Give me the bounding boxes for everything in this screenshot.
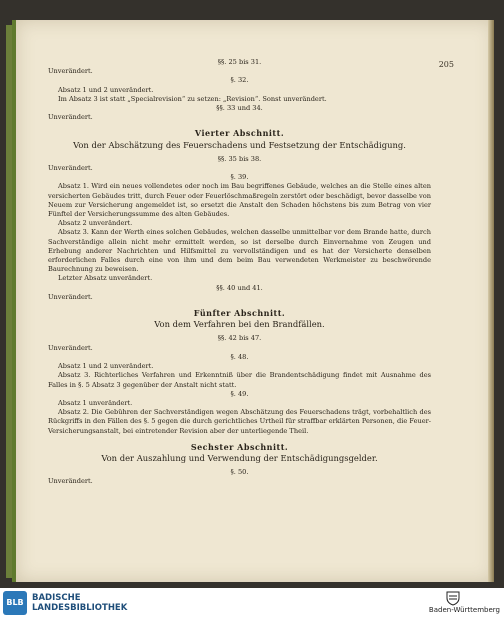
text-line: Unverändert.	[48, 113, 93, 122]
text-line: Von dem Verfahren bei den Brandfällen.	[154, 319, 325, 330]
footer-bar	[0, 588, 504, 618]
text-line: §§. 40 und 41.	[216, 283, 263, 292]
text-line: Unverändert.	[48, 343, 93, 352]
text-line: §§. 35 bis 38.	[217, 154, 262, 163]
coat-of-arms-icon	[446, 590, 460, 606]
text-line: Absatz 3. Richterliches Verfahren und Erkenntniß über die Brandentschädigung findet mit Ausnahme des Falles in §. 5 Absatz 3 gegenüber der Anstalt nicht statt.	[48, 371, 431, 389]
text-line: Absatz 1. Wird ein neues vollendetes oder noch im Bau begriffenes Gebäude, welches an die Stelle eines alten versicherten Gebäudes tritt, durch Feuer oder Feuerlöschmaßregeln zerstört oder beschädigt, bevor dasselbe von Neuem zur Versicherung angemeldet ist, so ersetzt die Anstalt den Schaden höchstens bis zum Betrag von vier Fünftel der Versicherungssumme des alten Gebäudes.	[48, 182, 431, 219]
text-line: Absatz 1 und 2 unverändert.	[58, 85, 154, 94]
baden-wuerttemberg-label[interactable]: Baden-Württemberg	[428, 606, 500, 614]
text-line: Unverändert.	[48, 67, 93, 76]
text-line: Unverändert.	[48, 164, 93, 173]
text-line: §. 50.	[230, 468, 249, 477]
blb-logo-icon[interactable]: BLB	[3, 591, 27, 615]
text-line: Absatz 2 unverändert.	[58, 219, 133, 228]
text-line: §§. 25 bis 31.	[217, 58, 262, 66]
blb-library-name[interactable]	[32, 593, 127, 613]
page-right-edge	[488, 20, 494, 582]
page-text	[48, 58, 431, 487]
text-line: §. 32.	[230, 76, 249, 85]
text-line: Absatz 2. Die Gebühren der Sachverständigen wegen Abschätzung des Feuerschadens trägt, vorbehaltlich des Rückgriffs in den Fällen des §. 5 gegen die durch gerichtliches Urtheil für straffbar erklärten Personen, die Feuer-Versicherungsanstalt, bei eintretender Revision aber der unterliegende Theil.	[48, 408, 431, 435]
text-line: Fünfter Abschnitt.	[193, 308, 286, 319]
blb-line-2: LANDESBIBLIOTHEK	[32, 603, 128, 613]
text-line: Absatz 1 unverändert.	[58, 398, 133, 407]
text-line: Vierter Abschnitt.	[194, 128, 285, 139]
page-number: 205	[438, 60, 454, 69]
text-line: §§. 33 und 34.	[216, 104, 263, 113]
text-line: Von der Auszahlung und Verwendung der Entschädigungsgelder.	[101, 452, 378, 463]
text-line: Letzter Absatz unverändert.	[58, 274, 153, 283]
text-line: Absatz 1 und 2 unverändert.	[58, 362, 154, 371]
text-line: Von der Abschätzung des Feuerschadens und Festsetzung der Entschädigung.	[73, 139, 406, 150]
text-line: Unverändert.	[48, 292, 93, 301]
text-line: Absatz 3. Kann der Werth eines solchen Gebäudes, welchen dasselbe unmittelbar vor dem Brande hatte, durch Sachverständige allein nicht mehr ermittelt werden, so ist derselbe durch Einvernahme von Zeugen und Erhebung anderer Nachrichten und Hilfsmittel zu vervollständigen und es hat der Versicherte denselben erforderlichen Falles durch eine von ihm und dem beim Bau verwendeten Werkmeister zu beschwörende Baurechnung zu beweisen.	[48, 228, 431, 274]
text-line: Im Absatz 3 ist statt „Specialrevision“ zu setzen: „Revision“. Sonst unverändert.	[58, 94, 327, 103]
blb-line-1: BADISCHE	[32, 593, 81, 603]
text-line: Unverändert.	[48, 477, 93, 486]
text-line: §. 39.	[230, 173, 249, 182]
text-line: §. 49.	[230, 389, 249, 398]
text-line: Sechster Abschnitt.	[190, 441, 289, 452]
text-line: §. 48.	[230, 352, 249, 361]
text-line: §§. 42 bis 47.	[217, 334, 262, 343]
